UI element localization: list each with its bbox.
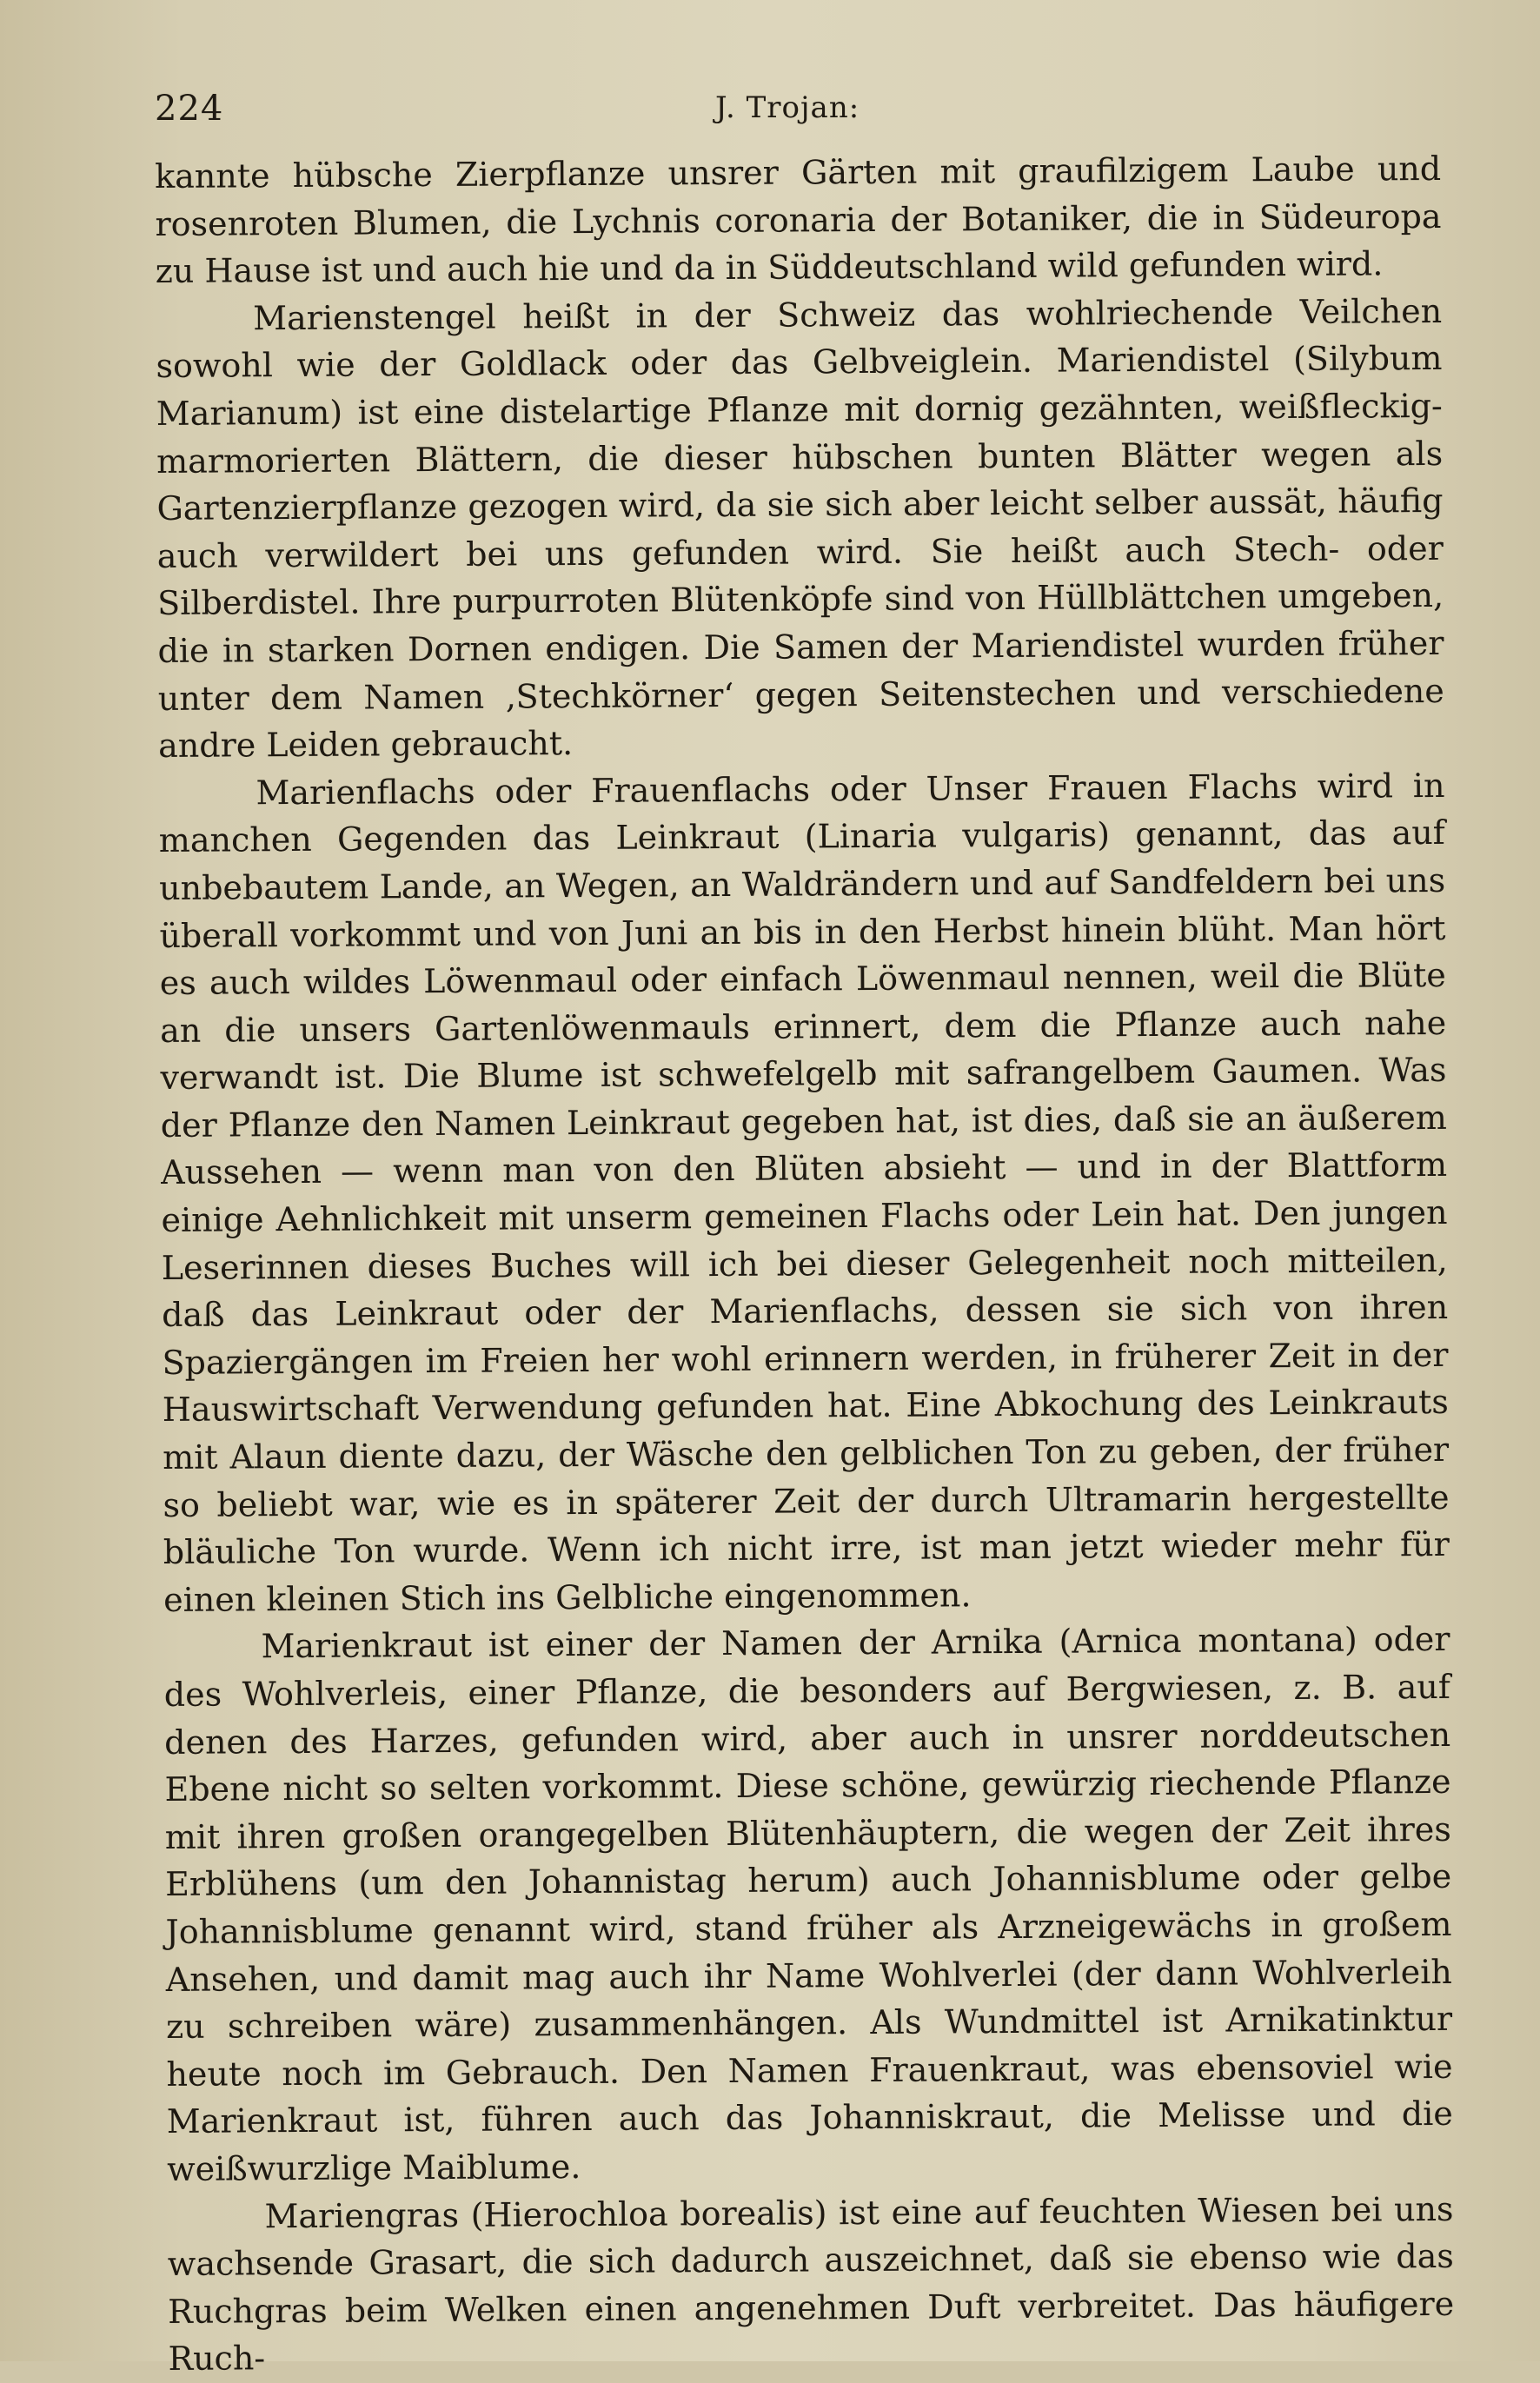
paragraph-mariengras: Mariengras (Hierochloa borealis) ist eine auf feuchten Wiesen bei uns wachsende Grasart, die sich dadurch auszeichnet, daß sie ebenso wie das Ruchgras beim Welken einen angenehmen Duft verbreitet. Das häufigere Ruch- — [167, 2189, 1455, 2379]
paragraph-marienkraut: Marienkraut ist einer der Namen der Arnika (Arnica montana) oder des Wohlverleis, einer Pflanze, die besonders auf Bergwiesen, z. B. auf denen des Harzes, gefunden wird, aber auch in unsrer norddeutschen Ebene nicht so selten vorkommt. Diese schöne, gewürzig riechende Pflanze mit ihren großen orangegelben Blütenhäuptern, die wegen der Zeit ihres Erblühens (um den Johannistag herum) auch Johannisblume oder gelbe Johannisblume genannt wird, stand früher als Arzneigewächs in großem Ansehen, und damit mag auch ihr Name Wohlverlei (der dann Wohlverleih zu schreiben wäre) zusammenhängen. Als Wundmittel ist Arnikatinktur heute noch im Gebrauch. Den Namen Frauenkraut, was ebensoviel wie Marienkraut ist, führen auch das Johanniskraut, die Melisse und die weißwurzlige Maiblume. — [163, 1620, 1453, 2188]
paragraph-marienflachs: Marienflachs oder Frauenflachs oder Unser Frauen Flachs wird in manchen Gegenden das Leinkraut (Linaria vulgaris) genannt, das auf unbebautem Lande, an Wegen, an Waldrändern und auf Sandfeldern bei uns überall vorkommt und von Juni an bis in den Herbst hinein blüht. Man hört es auch wildes Löwenmaul oder einfach Löwenmaul nennen, weil die Blüte an die unsers Gartenlöwenmauls erinnert, dem die Pflanze auch nahe verwandt ist. Die Blume ist schwefelgelb mit safrangelbem Gaumen. Was der Pflanze den Namen Leinkraut gegeben hat, ist dies, daß sie an äußerem Aussehen — wenn man von den Blüten absieht — und in der Blattform einige Aehnlichkeit mit unserm gemeinen Flachs oder Lein hat. Den jungen Leserinnen dieses Buches will ich bei dieser Gelegenheit noch mitteilen, daß das Leinkraut oder der Marienflachs, dessen sie sich von ihren Spaziergängen im Freien her wohl erinnern werden, in früherer Zeit in der Hauswirtschaft Verwendung gefunden hat. Eine Abkochung des Leinkrauts mit Alaun diente dazu, der Wäsche den gelblichen Ton zu geben, der früher so beliebt war, wie es in späterer Zeit der durch Ultramarin hergestellte bläuliche Ton wurde. Wenn ich nicht irre, ist man jetzt wieder mehr für einen kleinen Stich ins Gelbliche eingenommen. — [158, 766, 1450, 1619]
running-head — [155, 83, 1432, 139]
body-text — [155, 145, 1455, 2383]
paragraph-marienstengel: Marienstengel heißt in der Schweiz das wohlriechende Veilchen sowohl wie der Goldlack oder das Gelbveiglein. Mariendistel (Silybum Marianum) ist eine distelartige Pflanze mit dornig gezähnten, weißfleckig-marmorierten Blättern, die dieser hübschen bunten Blätter wegen als Gartenzierpflanze gezogen wird, da sie sich aber leicht selber aussät, häufig auch verwildert bei uns gefunden wird. Sie heißt auch Stech- oder Silberdistel. Ihre purpurroten Blütenköpfe sind von Hüllblättchen umgeben, die in starken Dornen endigen. Die Samen der Mariendistel wurden früher unter dem Namen ‚Stechkörner‘ gegen Seitenstechen und verschiedene andre Leiden gebraucht. — [156, 291, 1444, 766]
paragraph-continuation: kannte hübsche Zierpflanze unsrer Gärten mit graufilzigem Laube und rosenroten Blumen, die Lychnis coronaria der Botaniker, die in Südeuropa zu Hause ist und auch hie und da in Süddeutschland wild gefunden wird. — [155, 149, 1442, 291]
running-head-author: J. Trojan: — [715, 90, 860, 125]
page-number: 224 — [155, 89, 224, 129]
